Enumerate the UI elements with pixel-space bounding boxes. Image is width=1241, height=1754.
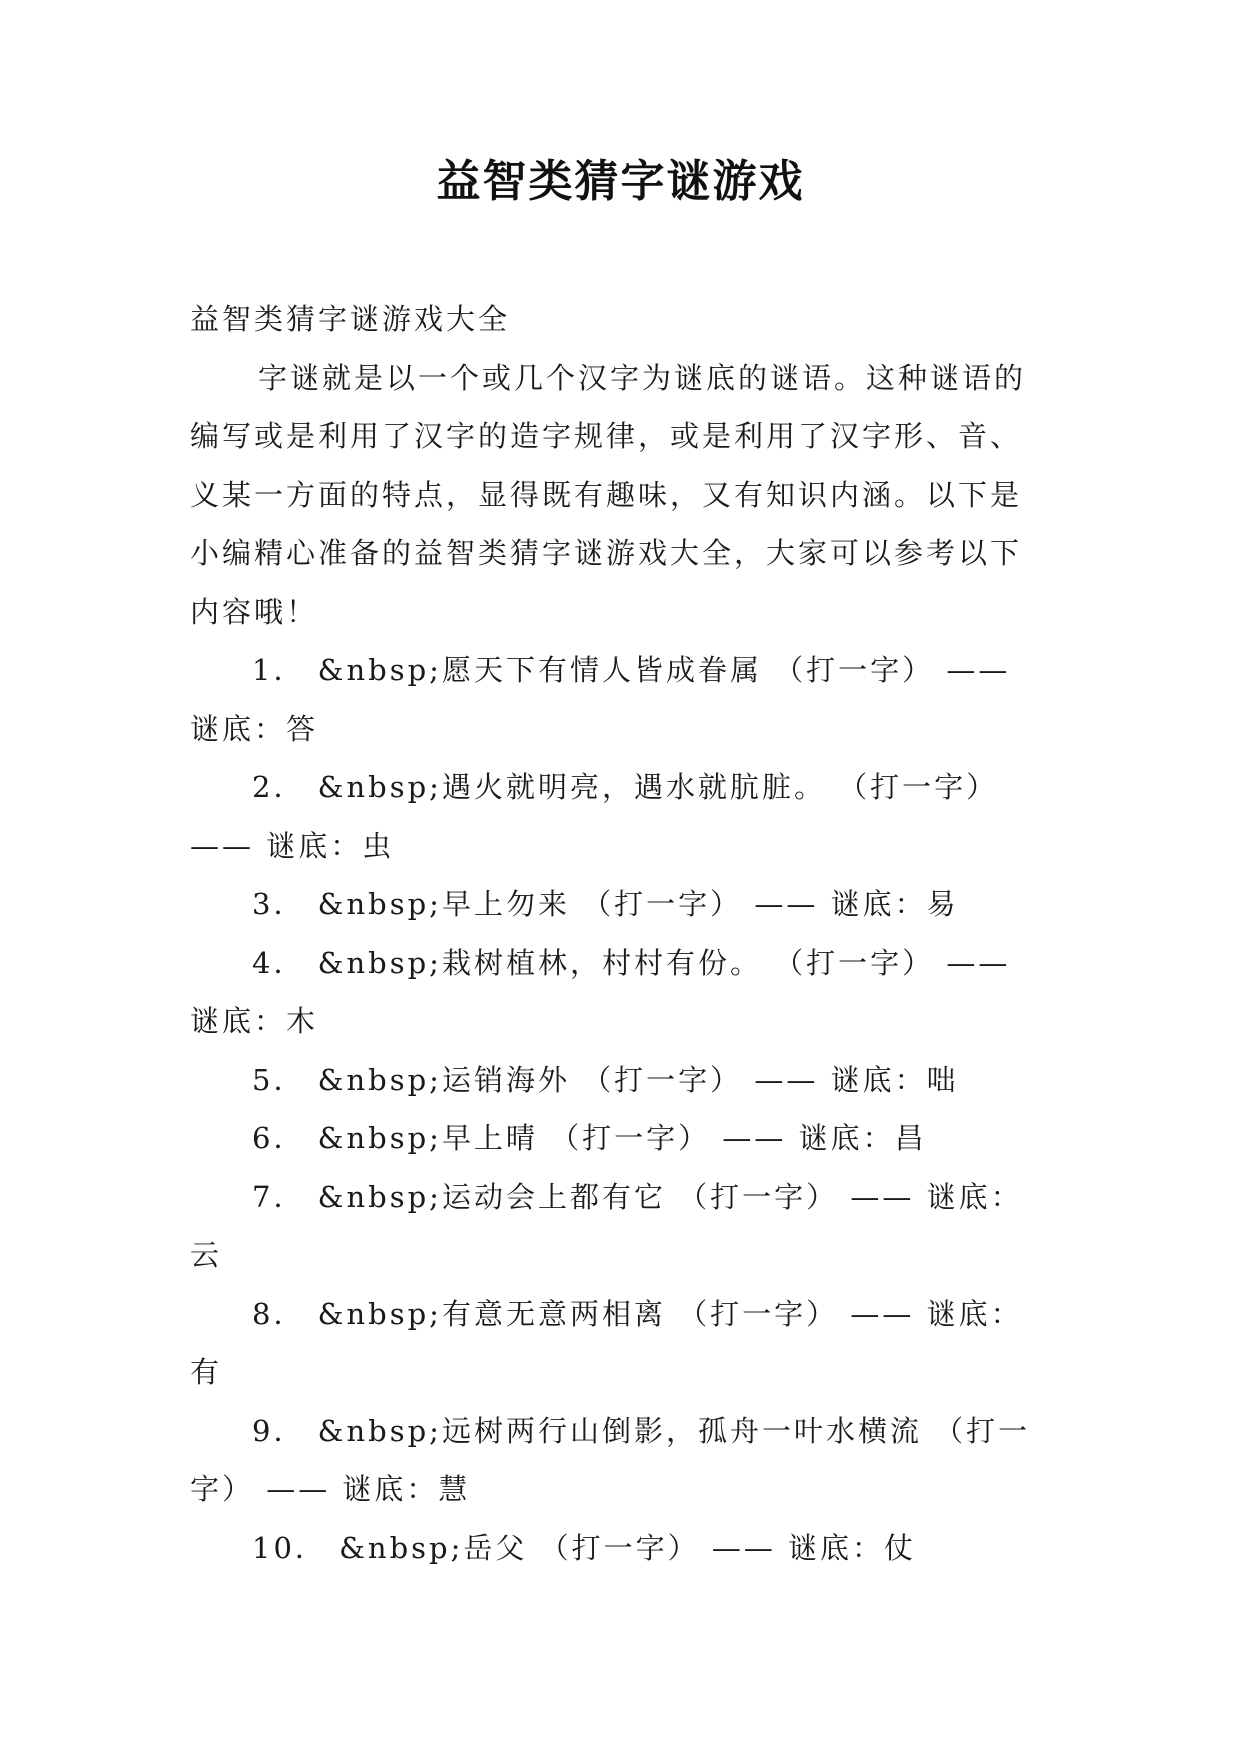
riddle-item-2-answer: —— 谜底：虫 xyxy=(190,828,395,863)
riddle-item-8: 8． &nbsp;有意无意两相离 （打一字） —— 谜底： xyxy=(252,1296,1023,1331)
riddle-item-9: 9． &nbsp;远树两行山倒影，孤舟一叶水横流 （打一 xyxy=(252,1413,1031,1448)
riddle-list xyxy=(190,641,1060,1577)
riddle-item-1: 1． &nbsp;愿天下有情人皆成眷属 （打一字） —— xyxy=(252,653,1011,687)
riddle-item-1-answer: 谜底：答 xyxy=(190,711,319,746)
document-body xyxy=(190,290,1060,1577)
riddle-item-7: 7． &nbsp;运动会上都有它 （打一字） —— 谜底： xyxy=(252,1179,1023,1214)
riddle-item-9-answer: 字） —— 谜底：慧 xyxy=(190,1472,471,1506)
riddle-item-10: 10． &nbsp;岳父 （打一字） —— 谜底：仗 xyxy=(252,1530,917,1565)
riddle-item-5: 5． &nbsp;运销海外 （打一字） —— 谜底：咄 xyxy=(252,1062,959,1097)
intro-line: 字谜就是以一个或几个汉字为谜底的谜语。这种谜语的 xyxy=(258,360,1027,395)
riddle-item-3: 3． &nbsp;早上勿来 （打一字） —— 谜底：易 xyxy=(252,887,959,921)
intro-line: 义某一方面的特点，显得既有趣味，又有知识内涵。以下是 xyxy=(190,477,1023,512)
riddle-item-7-answer: 云 xyxy=(190,1238,223,1272)
riddle-item-4: 4． &nbsp;栽树植林，村村有份。 （打一字） —— xyxy=(252,945,1011,980)
subtitle: 益智类猜字谜游戏大全 xyxy=(190,302,511,336)
intro-line: 小编精心准备的益智类猜字谜游戏大全，大家可以参考以下 xyxy=(190,536,1023,570)
riddle-item-8-answer: 有 xyxy=(190,1355,223,1389)
intro-line: 内容哦！ xyxy=(190,594,319,629)
riddle-item-2: 2． &nbsp;遇火就明亮，遇水就肮脏。 （打一字） xyxy=(252,770,999,804)
intro-line: 编写或是利用了汉字的造字规律，或是利用了汉字形、音、 xyxy=(190,419,1023,453)
intro-paragraph xyxy=(190,349,1060,642)
riddle-item-4-answer: 谜底：木 xyxy=(190,1004,319,1038)
riddle-item-6: 6． &nbsp;早上晴 （打一字） —— 谜底：昌 xyxy=(252,1121,927,1155)
page-title: 益智类猜字谜游戏 xyxy=(436,156,805,207)
